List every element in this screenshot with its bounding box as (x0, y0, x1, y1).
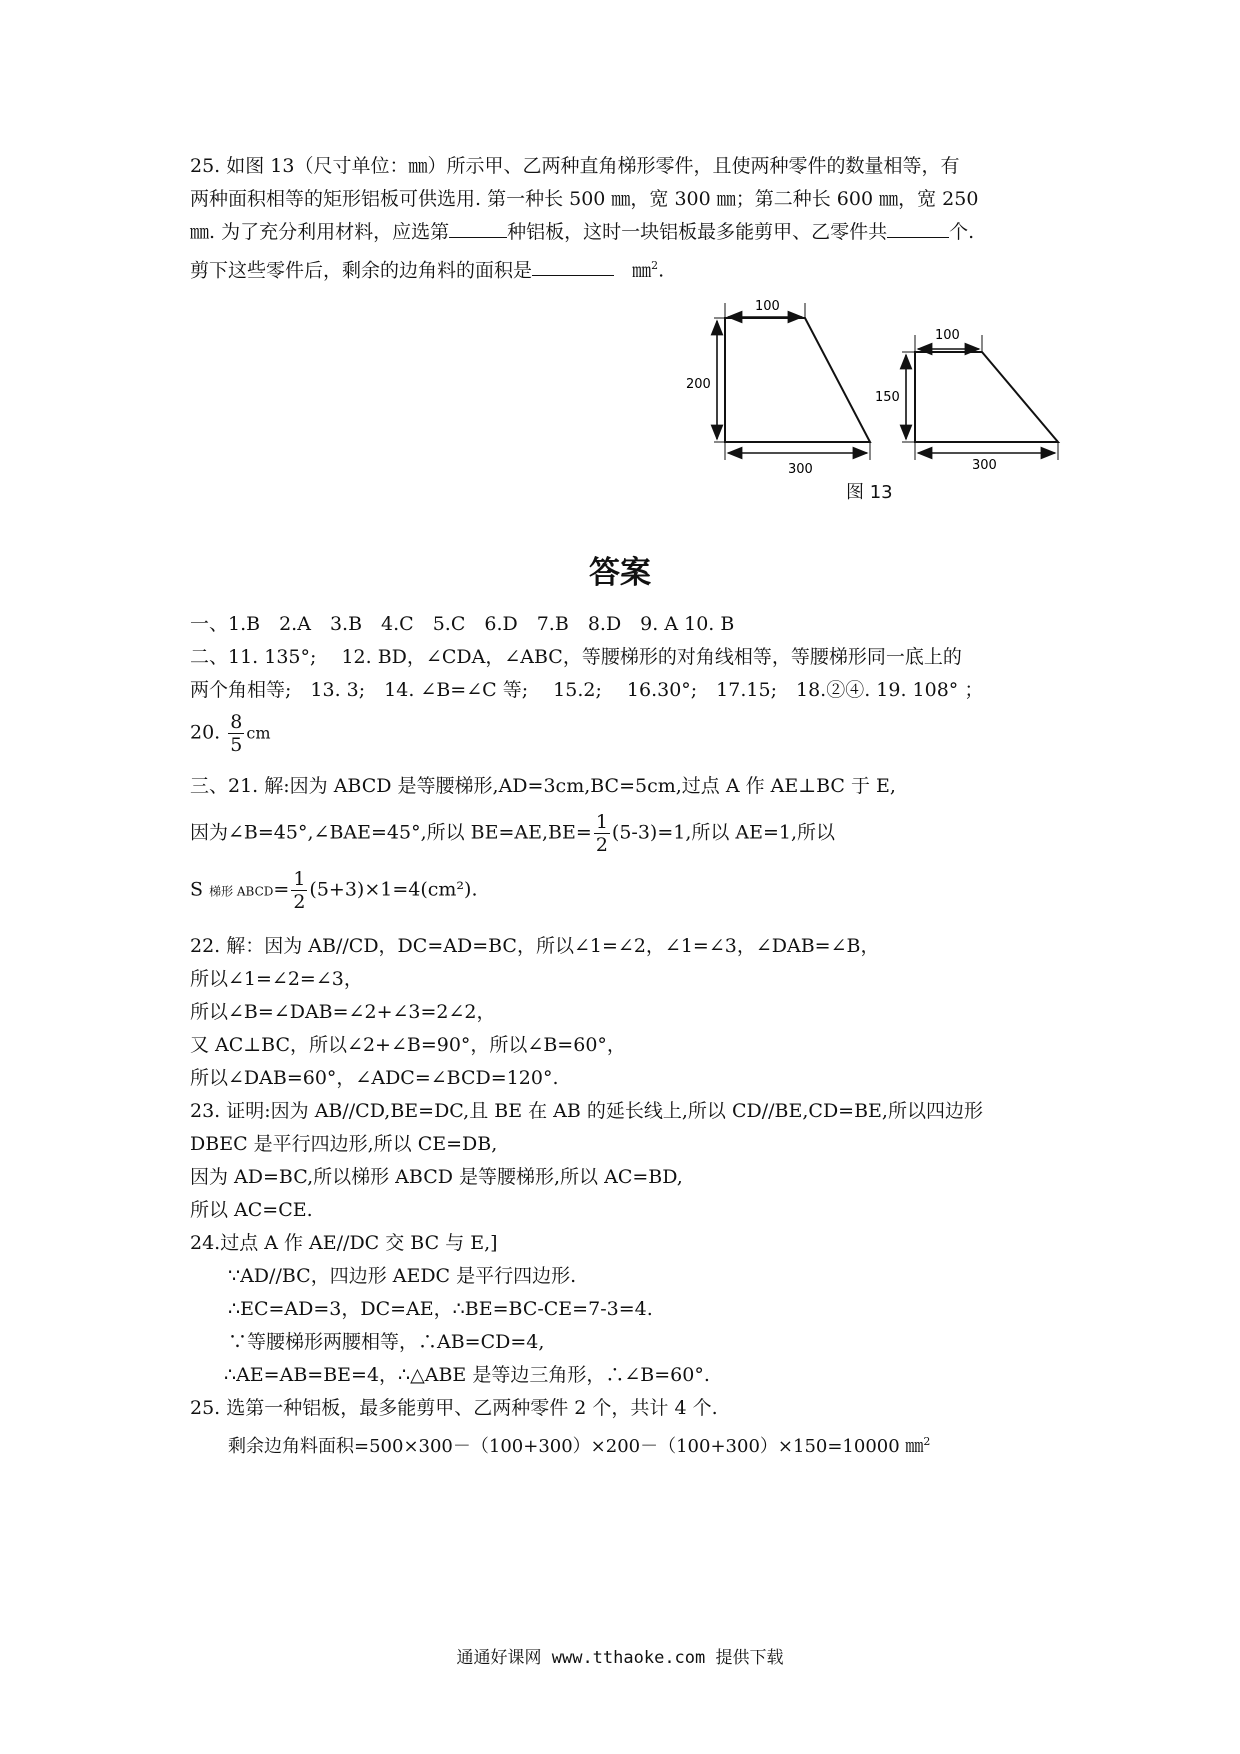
fraction-half-2: $\frac{1}{2}$ (293, 868, 306, 913)
answer-blank-2[interactable] (887, 217, 949, 238)
q24-line: ∴AE=AB=BE=4，∴△ABE 是等边三角形，∴∠B=60°. (224, 1364, 710, 1386)
right-bottom-dim: 300 (972, 458, 997, 473)
answer-21 (190, 770, 1060, 913)
right-top-dim: 100 (935, 328, 960, 343)
q25-answer-1: 25. 选第一种铝板，最多能剪甲、乙两种零件 2 个，共计 4 个. (190, 1397, 718, 1419)
figure-caption: 图 13 (846, 482, 893, 503)
q24-line: ∵等腰梯形两腰相等，∴AB=CD=4, (228, 1331, 545, 1353)
answers-fill-2: 两个角相等; 13. 3; 14. ∠B=∠C 等; 15.2; 16.30°; 17.15; 18.②④. 19. 108° ； (190, 679, 984, 701)
question-25 (190, 150, 1060, 287)
q21-line-3: S 梯形 ABCD= $\frac{1}{2}$ (5+3)×1=4(cm²). (190, 868, 478, 913)
answers-part-1-2 (190, 608, 1060, 756)
q23-line: 所以 AC=CE. (190, 1199, 313, 1221)
answers-choice: 一、1.B 2.A 3.B 4.C 5.C 6.D 7.B 8.D 9. A 10. B (190, 613, 735, 635)
q23-line: 因为 AD=BC,所以梯形 ABCD 是等腰梯形,所以 AC=BD, (190, 1166, 683, 1188)
q22-line: 又 AC⊥BC，所以∠2+∠B=90°，所以∠B=60°， (190, 1034, 626, 1056)
answer-blank-1[interactable] (449, 217, 507, 238)
answers-fill-1: 二、11. 135°; 12. BD，∠CDA，∠ABC，等腰梯形的对角线相等，等腰梯形同一底上的 (190, 646, 962, 668)
q25-line-4: 剪下这些零件后，剩余的边角料的面积是 ㎜$^2$. (190, 249, 1060, 287)
q25-line-3: ㎜. 为了充分利用材料，应选第 种铝板，这时一块铝板最多能剪甲、乙零件共 个. (190, 216, 1060, 249)
q23-line: DBEC 是平行四边形,所以 CE=DB, (190, 1133, 498, 1155)
q21-line-2: 因为∠B=45°,∠BAE=45°,所以 BE=AE,BE= $\frac{1}{2}$ (5-3)=1,所以 AE=1,所以 (190, 811, 836, 856)
q21-line-1: 三、21. 解:因为 ABCD 是等腰梯形,AD=3cm,BC=5cm,过点 A 作 AE⊥BC 于 E, (190, 775, 896, 797)
right-side-dim: 150 (875, 390, 900, 405)
q23-line: 23. 证明:因为 AB//CD,BE=DC,且 BE 在 AB 的延长线上,所以 CD//BE,CD=BE,所以四边形 (190, 1100, 983, 1122)
q25-line-1: 25. 如图 13（尺寸单位：㎜）所示甲、乙两种直角梯形零件，且使两种零件的数量相等，有 (190, 155, 960, 177)
q24-line: ∵AD//BC，四边形 AEDC 是平行四边形. (228, 1265, 577, 1287)
figure-13-diagram (680, 295, 1080, 475)
fraction-8-5: $\frac{8}{5}$ (230, 711, 243, 756)
q24-line: ∴EC=AD=3，DC=AE，∴BE=BC-CE=7-3=4. (228, 1298, 653, 1320)
answers-fill-3: 20. $\frac{8}{5}$ cm (190, 711, 271, 756)
q22-line: 所以∠B=∠DAB=∠2+∠3=2∠2， (190, 1001, 496, 1023)
q22-line: 22. 解：因为 AB//CD，DC=AD=BC，所以∠1=∠2，∠1=∠3，∠DAB=∠B， (190, 935, 880, 957)
trapezoid-left (686, 299, 870, 475)
answer-22-23 (190, 930, 1060, 1463)
left-top-dim: 100 (755, 299, 780, 314)
q25-line-2: 两种面积相等的矩形铝板可供选用. 第一种长 500 ㎜，宽 300 ㎜；第二种长 600 ㎜，宽 250 (190, 188, 979, 210)
answer-blank-3[interactable] (532, 255, 614, 276)
left-side-dim: 200 (686, 377, 711, 392)
fraction-half: $\frac{1}{2}$ (595, 811, 608, 856)
q22-line: 所以∠1=∠2=∠3， (190, 968, 363, 990)
page-footer: 通通好课网 www.tthaoke.com 提供下载 (456, 1648, 784, 1668)
trapezoid-right (875, 328, 1058, 473)
q25-answer-2: 剩余边角料面积=500×300－（100+300）×200－（100+300）×150=10000 ㎜$^2$ (228, 1435, 931, 1457)
q22-line: 所以∠DAB=60°，∠ADC=∠BCD=120°. (190, 1067, 559, 1089)
q24-line: 24.过点 A 作 AE//DC 交 BC 与 E,] (190, 1232, 498, 1254)
answers-title: 答案 (589, 555, 651, 591)
left-bottom-dim: 300 (788, 462, 813, 475)
